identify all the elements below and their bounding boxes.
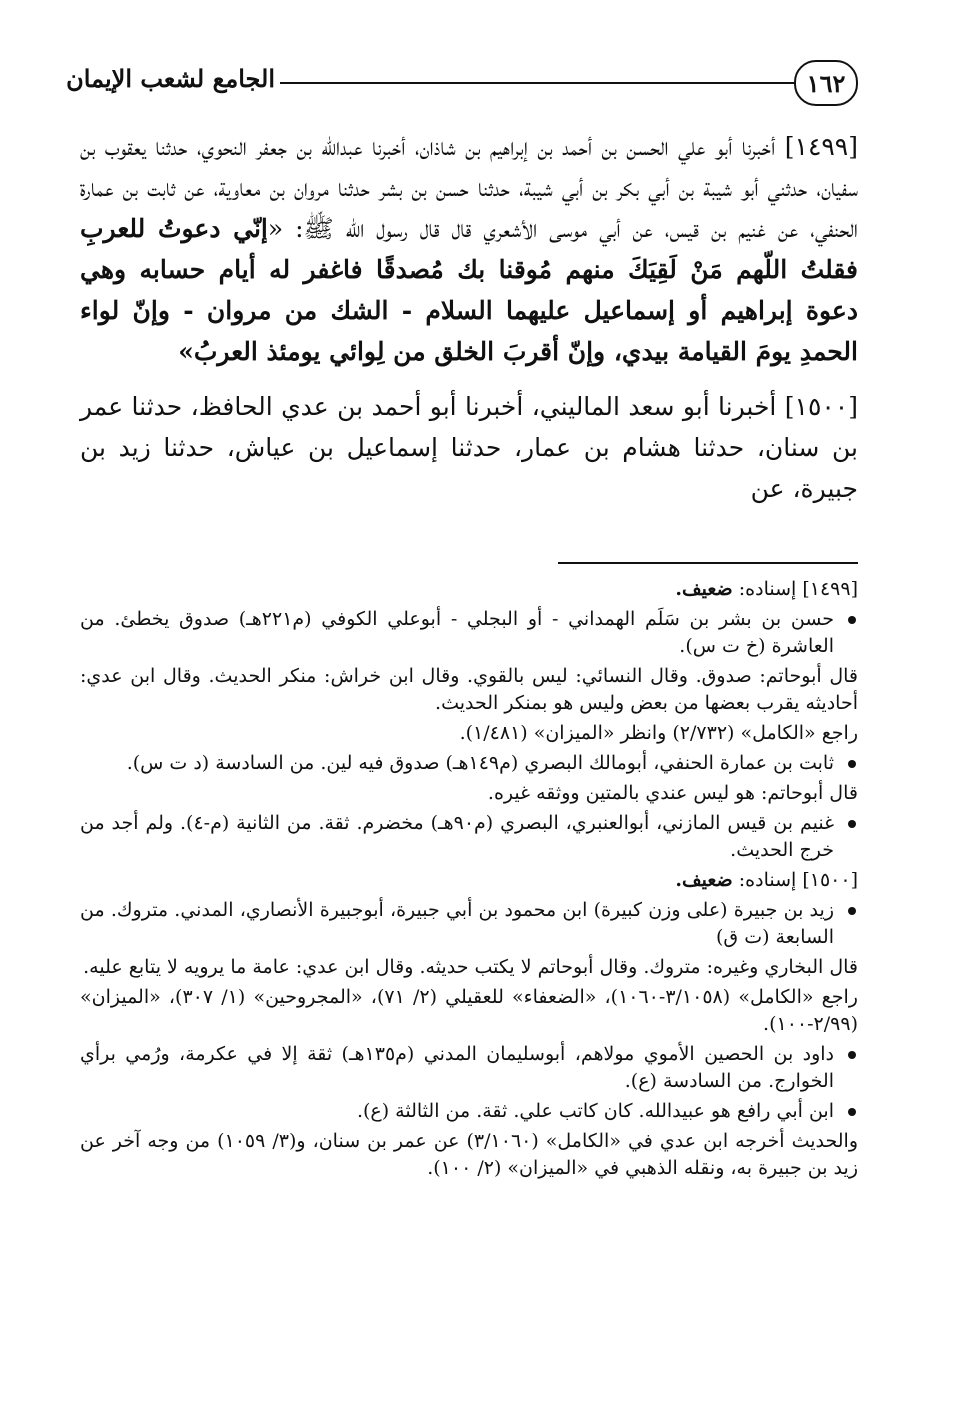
footnote-verdict: ضعيف. [675,578,733,600]
hadith-1499 [80,126,858,372]
hadith-text: إنّي دعوتُ للعربِ فقلتُ اللّهم مَنْ لَقِيَكَ منهم مُوقنا بك مُصدقًا فاغفر له أيام حسابه وهي دعوة إبراهيم أو إسماعيل عليهما السلام - الشك من مروان - وإنّ لواء الحمدِ يومَ القيامة بيدي، وإنّ أقربَ الخلق من لِوائي يومئذ العربُ [80,214,858,366]
hadith-number: [١٥٠٠] [784,392,858,421]
footnote-separator [558,562,858,564]
hadith-close-quote: » [178,337,194,366]
footnote-text: والحديث أخرجه ابن عدي في «الكامل» (٣/١٠٦٠) عن عمر بن سنان، و(٣/ ١٠٥٩) من وجه آخر عن زيد بن جبيرة به، ونقله الذهبي في «الميزان» (٢/ ١٠٠). [80,1130,858,1179]
hadith-1500 [80,386,858,509]
hadith-chain: أخبرنا أبو علي الحسن بن أحمد بن إبراهيم بن شاذان، أخبرنا عبدالله بن جعفر النحوي، حدثنا يعقوب بن سفيان، حدثني أبو شيبة بن أبي بكر بن أبي شيبة، حدثنا حسن بن بشر حدثنا مروان بن معاوية، عن ثابت بن عمارة الحنفي، عن غنيم بن قيس، عن أبي موسى الأشعري قال قال رسول الله ﷺ: « [80,132,858,243]
page-header [66,60,858,110]
footnote-heading-1500 [80,867,858,894]
footnote-lead: [١٥٠٠] إسناده: [738,869,858,891]
footnote-reference: راجع «الكامل» (٢/٧٣٢) وانظر «الميزان» (١/٤٨١). [459,722,858,744]
footnote-text: قال أبوحاتم: هو ليس عندي بالمتين ووثقه غيره. [487,782,858,804]
footnote-reference: راجع «الكامل» (٣/١٠٥٨-١٠٦٠)، «الضعفاء» للعقيلي (٢/ ٧١)، «المجروحين» (١/ ٣٠٧)، «الميزان» (٢/٩٩-١٠٠). [80,986,858,1035]
header-rule [280,82,794,84]
main-text [80,126,858,523]
footnote-narrator: ابن أبي رافع هو عبيدالله. كان كاتب علي. ثقة. من الثالثة (ع). [80,1098,858,1125]
book-title: الجامع لشعب الإيمان [66,64,275,93]
footnote-narrator: داود بن الحصين الأموي مولاهم، أبوسليمان المدني (م١٣٥هـ) ثقة إلا في عكرمة، ورُمي برأي الخوارج. من السادسة (ع). [80,1041,858,1095]
footnote-heading-1499 [80,576,858,603]
footnote-text: قال أبوحاتم: صدوق. وقال النسائي: ليس بالقوي. وقال ابن خراش: منكر الحديث. وقال ابن عدي: أحاديثه يقرب بعضها من بعض وليس هو بمنكر الحديث. [80,665,858,714]
footnote-narrator: غنيم بن قيس المازني، أبوالعنبري، البصري (م٩٠هـ) مخضرم. ثقة. من الثانية (م-٤). ولم أجد من خرج الحديث. [80,810,858,864]
hadith-chain: أخبرنا أبو سعد الماليني، أخبرنا أبو أحمد بن عدي الحافظ، حدثنا عمر بن سنان، حدثنا هشام بن عمار، حدثنا إسماعيل بن عياش، حدثنا زيد بن جبيرة، عن [80,392,858,503]
footnote-narrator: حسن بن بشر بن سَلَم الهمداني - أو البجلي - أبوعلي الكوفي (م٢٢١هـ) صدوق يخطئ. من العاشرة (خ ت س). [80,606,858,660]
footnote-narrator: زيد بن جبيرة (على وزن كبيرة) ابن محمود بن أبي جبيرة، أبوجبيرة الأنصاري، المدني. متروك. من السابعة (ت ق) [80,897,858,951]
footnote-narrator: ثابت بن عمارة الحنفي، أبومالك البصري (م١٤٩هـ) صدوق فيه لين. من السادسة (د ت س). [80,750,858,777]
footnote-text: قال البخاري وغيره: متروك. وقال أبوحاتم لا يكتب حديثه. وقال ابن عدي: عامة ما يرويه لا يتابع عليه. [83,956,858,978]
footnote-lead: [١٤٩٩] إسناده: [738,578,858,600]
page-number: ١٦٢ [794,60,858,106]
footnotes [80,576,858,1185]
footnote-verdict: ضعيف. [675,869,733,891]
hadith-number: [١٤٩٩] [784,132,858,161]
